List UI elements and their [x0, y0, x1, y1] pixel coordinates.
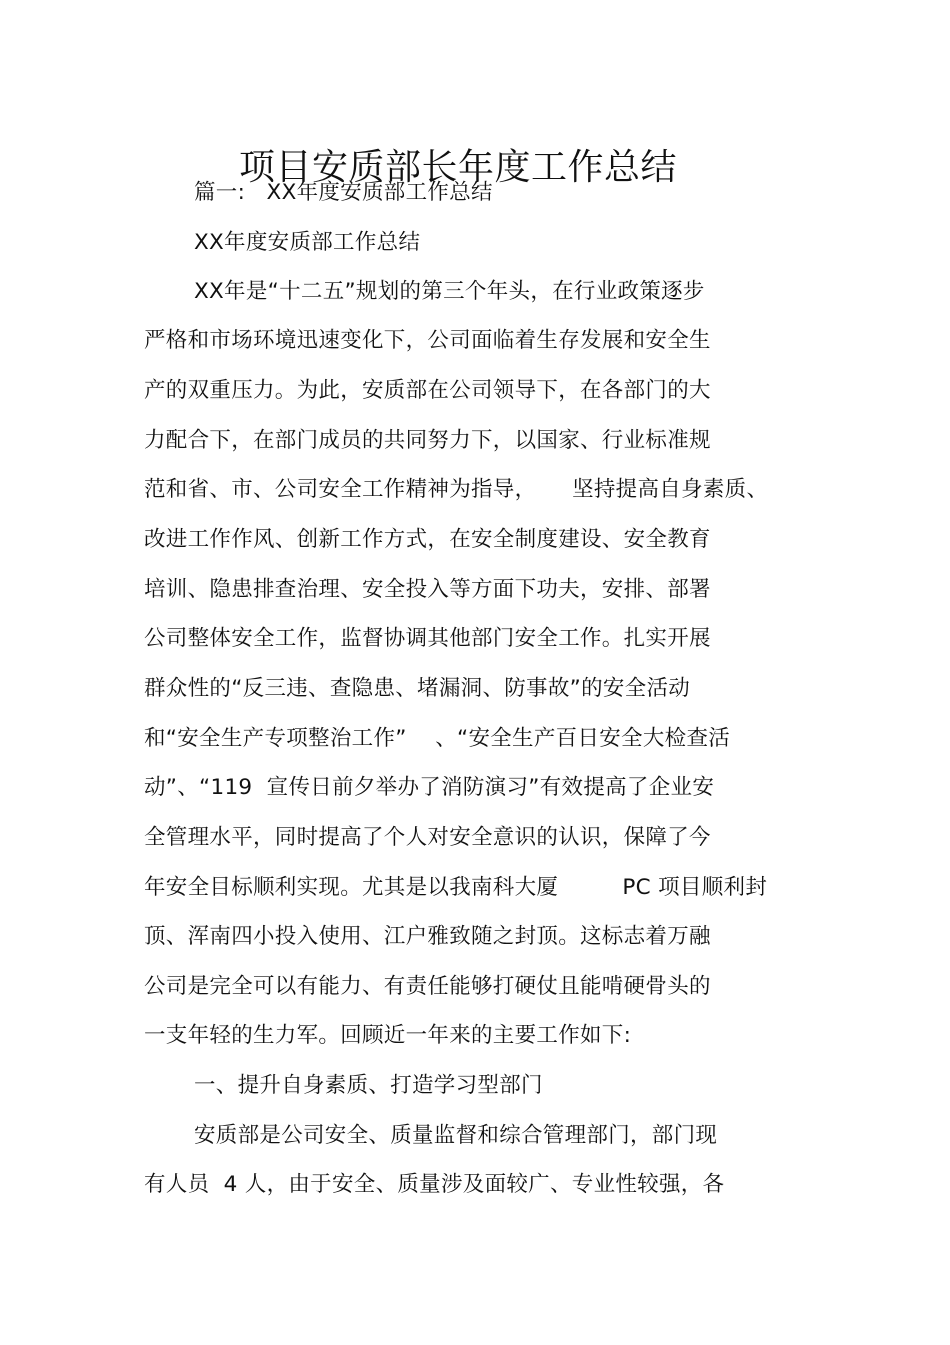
paragraph-line: 全管理水平，同时提高了个人对安全意识的认识，保障了今 — [144, 825, 711, 850]
paragraph-line: 和“安全生产专项整治工作” 、“安全生产百日安全大检查活 — [144, 726, 731, 751]
paragraph-line: 年安全目标顺利实现。尤其是以我南科大厦 PC 项目顺利封 — [144, 875, 768, 900]
paragraph-line: 一支年轻的生力军。回顾近一年来的主要工作如下: — [144, 1023, 632, 1048]
paragraph-line: XX年是“十二五”规划的第三个年头，在行业政策逐步 — [194, 279, 705, 304]
paragraph-line: 有人员 4 人，由于安全、质量涉及面较广、专业性较强，各 — [144, 1172, 725, 1197]
paragraph-line: 严格和市场环境迅速变化下，公司面临着生存发展和安全生 — [144, 328, 711, 353]
paragraph-line: 公司整体安全工作，监督协调其他部门安全工作。扎实开展 — [144, 626, 711, 651]
section-heading-one: 一、提升自身素质、打造学习型部门 — [194, 1073, 543, 1098]
paragraph-line: 公司是完全可以有能力、有责任能够打硬仗且能啃硬骨头的 — [144, 974, 711, 999]
paragraph-line: 改进工作作风、创新工作方式，在安全制度建设、安全教育 — [144, 527, 711, 552]
document-title: 项目安质部长年度工作总结 — [238, 147, 677, 189]
paragraph-line: 产的双重压力。为此，安质部在公司领导下，在各部门的大 — [144, 378, 711, 403]
subtitle-line: XX年度安质部工作总结 — [194, 230, 421, 255]
paragraph-line: 顶、浑南四小投入使用、江户雅致随之封顶。这标志着万融 — [144, 924, 711, 949]
paragraph-line: 范和省、市、公司安全工作精神为指导， 坚持提高自身素质、 — [144, 477, 769, 502]
section-heading-part-one: 篇一: XX年度安质部工作总结 — [194, 180, 493, 205]
paragraph-line: 动”、“119 宣传日前夕举办了消防演习”有效提高了企业安 — [144, 775, 715, 800]
paragraph-line: 安质部是公司安全、质量监督和综合管理部门，部门现 — [194, 1123, 718, 1148]
paragraph-line: 培训、隐患排查治理、安全投入等方面下功夫，安排、部署 — [144, 577, 711, 602]
paragraph-line: 力配合下，在部门成员的共同努力下，以国家、行业标准规 — [144, 428, 711, 453]
paragraph-line: 群众性的“反三违、查隐患、堵漏洞、防事故”的安全活动 — [144, 676, 691, 701]
